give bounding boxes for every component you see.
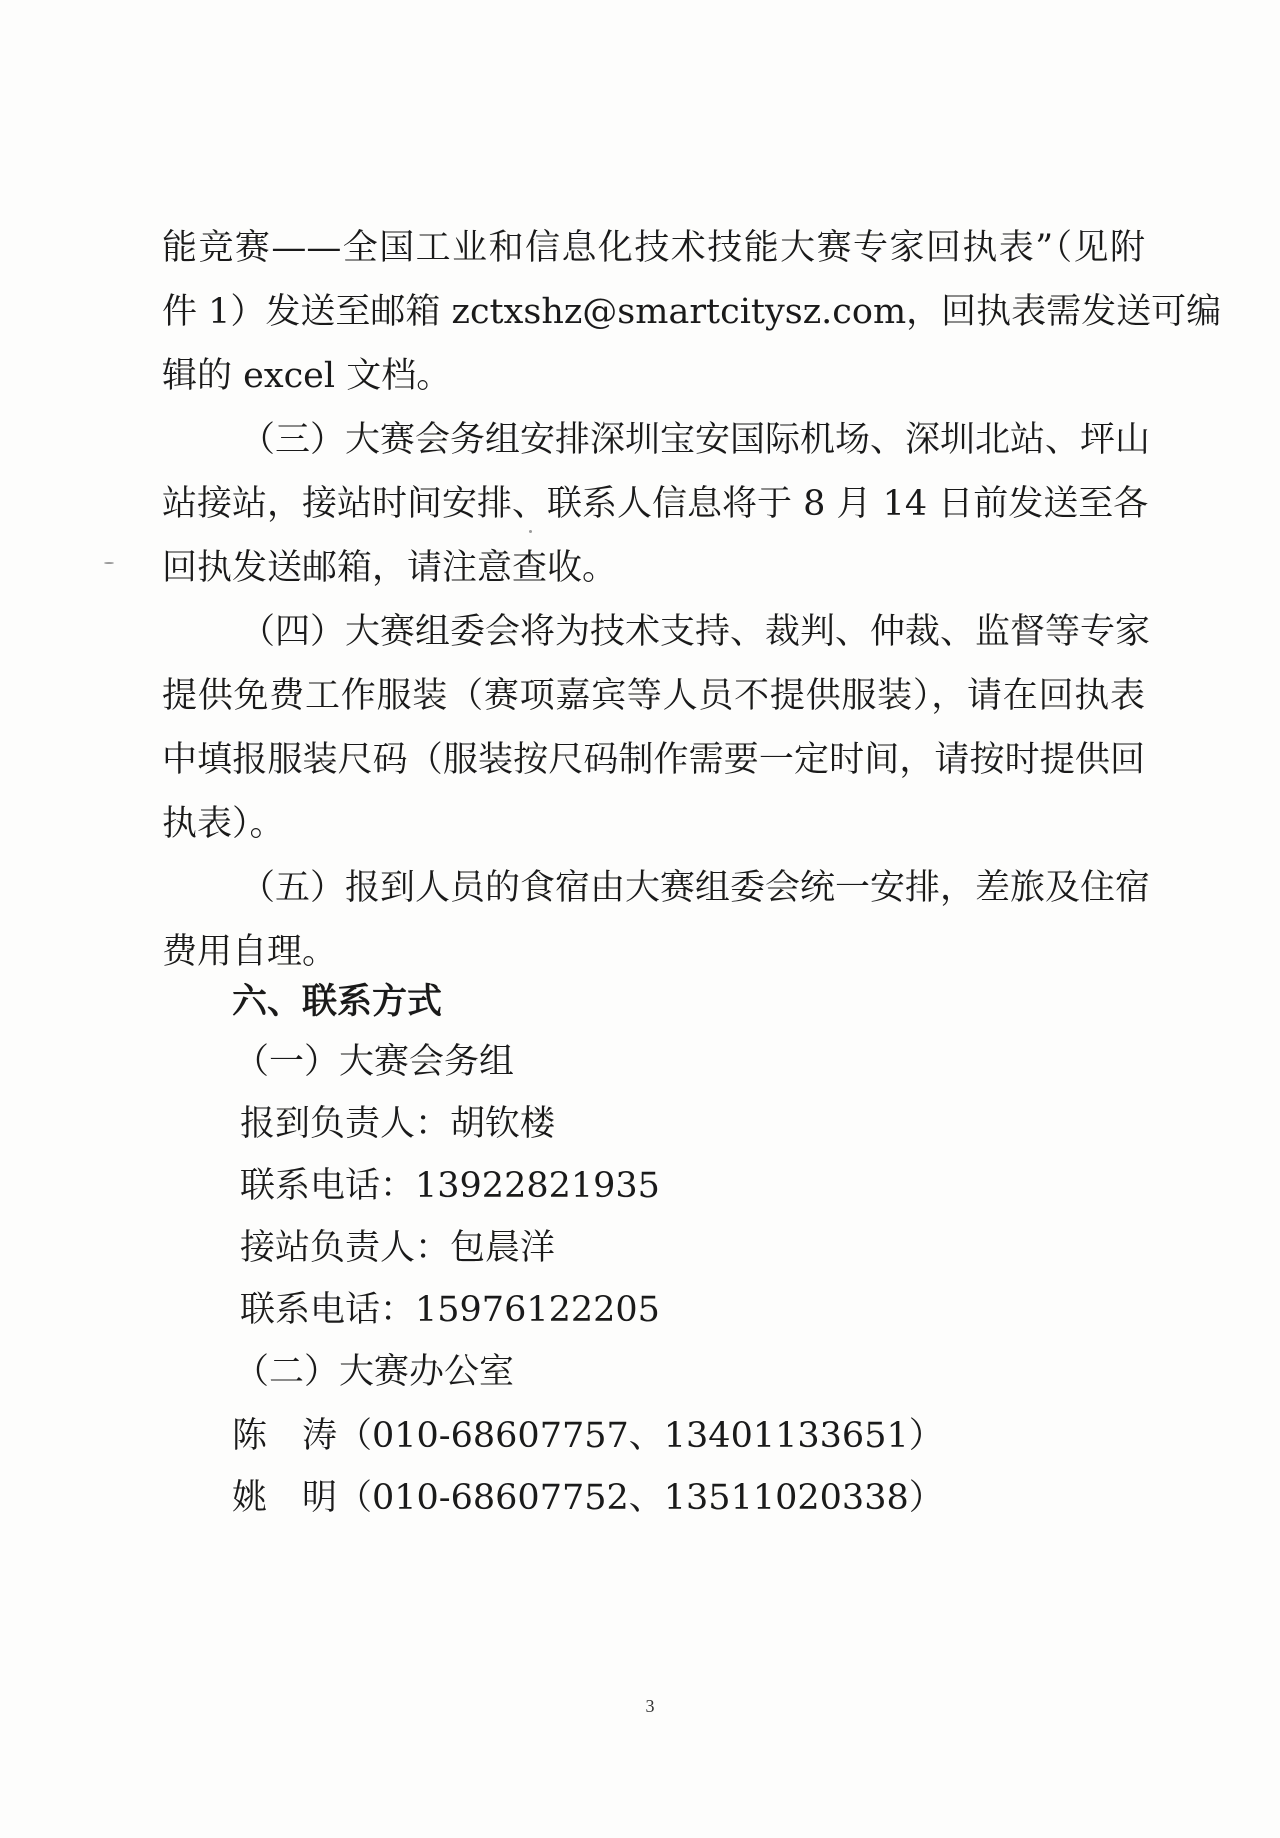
page-number: 3 xyxy=(645,1696,655,1716)
contact-line: 联系电话：13922821935 xyxy=(240,1166,660,1206)
paragraph-line: 回执发送邮箱，请注意查收。 xyxy=(162,548,618,588)
paragraph-line: 费用自理。 xyxy=(162,932,338,972)
paragraph-line: （三）大赛会务组安排深圳宝安国际机场、深圳北站、坪山 xyxy=(240,420,1151,460)
paragraph-line: 提供免费工作服装（赛项嘉宾等人员不提供服装），请在回执表 xyxy=(162,676,1145,716)
scan-speck xyxy=(529,530,532,533)
paragraph-line: 执表）。 xyxy=(162,804,285,844)
contact-line: 姚 明（010-68607752、13511020338） xyxy=(232,1478,944,1518)
section-heading: 六、联系方式 xyxy=(232,982,443,1022)
paragraph-line: （四）大赛组委会将为技术支持、裁判、仲裁、监督等专家 xyxy=(240,612,1151,652)
contact-line: 报到负责人：胡钦楼 xyxy=(240,1104,556,1144)
contact-line: 联系电话：15976122205 xyxy=(240,1290,660,1330)
contact-line: 陈 涛（010-68607757、13401133651） xyxy=(232,1416,944,1456)
group-title: （一）大赛会务组 xyxy=(234,1042,515,1082)
paragraph-line: 站接站，接站时间安排、联系人信息将于 8 月 14 日前发送至各 xyxy=(162,484,1149,524)
paragraph-line: 辑的 excel 文档。 xyxy=(162,356,452,396)
contact-line: 接站负责人：包晨洋 xyxy=(240,1228,556,1268)
paragraph-line: 能竞赛——全国工业和信息化技术技能大赛专家回执表”（见附 xyxy=(162,228,1145,268)
paragraph-line: 件 1）发送至邮箱 zctxshz@smartcitysz.com，回执表需发送可编 xyxy=(162,292,1222,332)
scan-speck xyxy=(104,562,114,564)
paragraph-line: （五）报到人员的食宿由大赛组委会统一安排，差旅及住宿 xyxy=(240,868,1151,908)
group-title: （二）大赛办公室 xyxy=(234,1352,515,1392)
paragraph-line: 中填报服装尺码（服装按尺码制作需要一定时间，请按时提供回 xyxy=(162,740,1145,780)
